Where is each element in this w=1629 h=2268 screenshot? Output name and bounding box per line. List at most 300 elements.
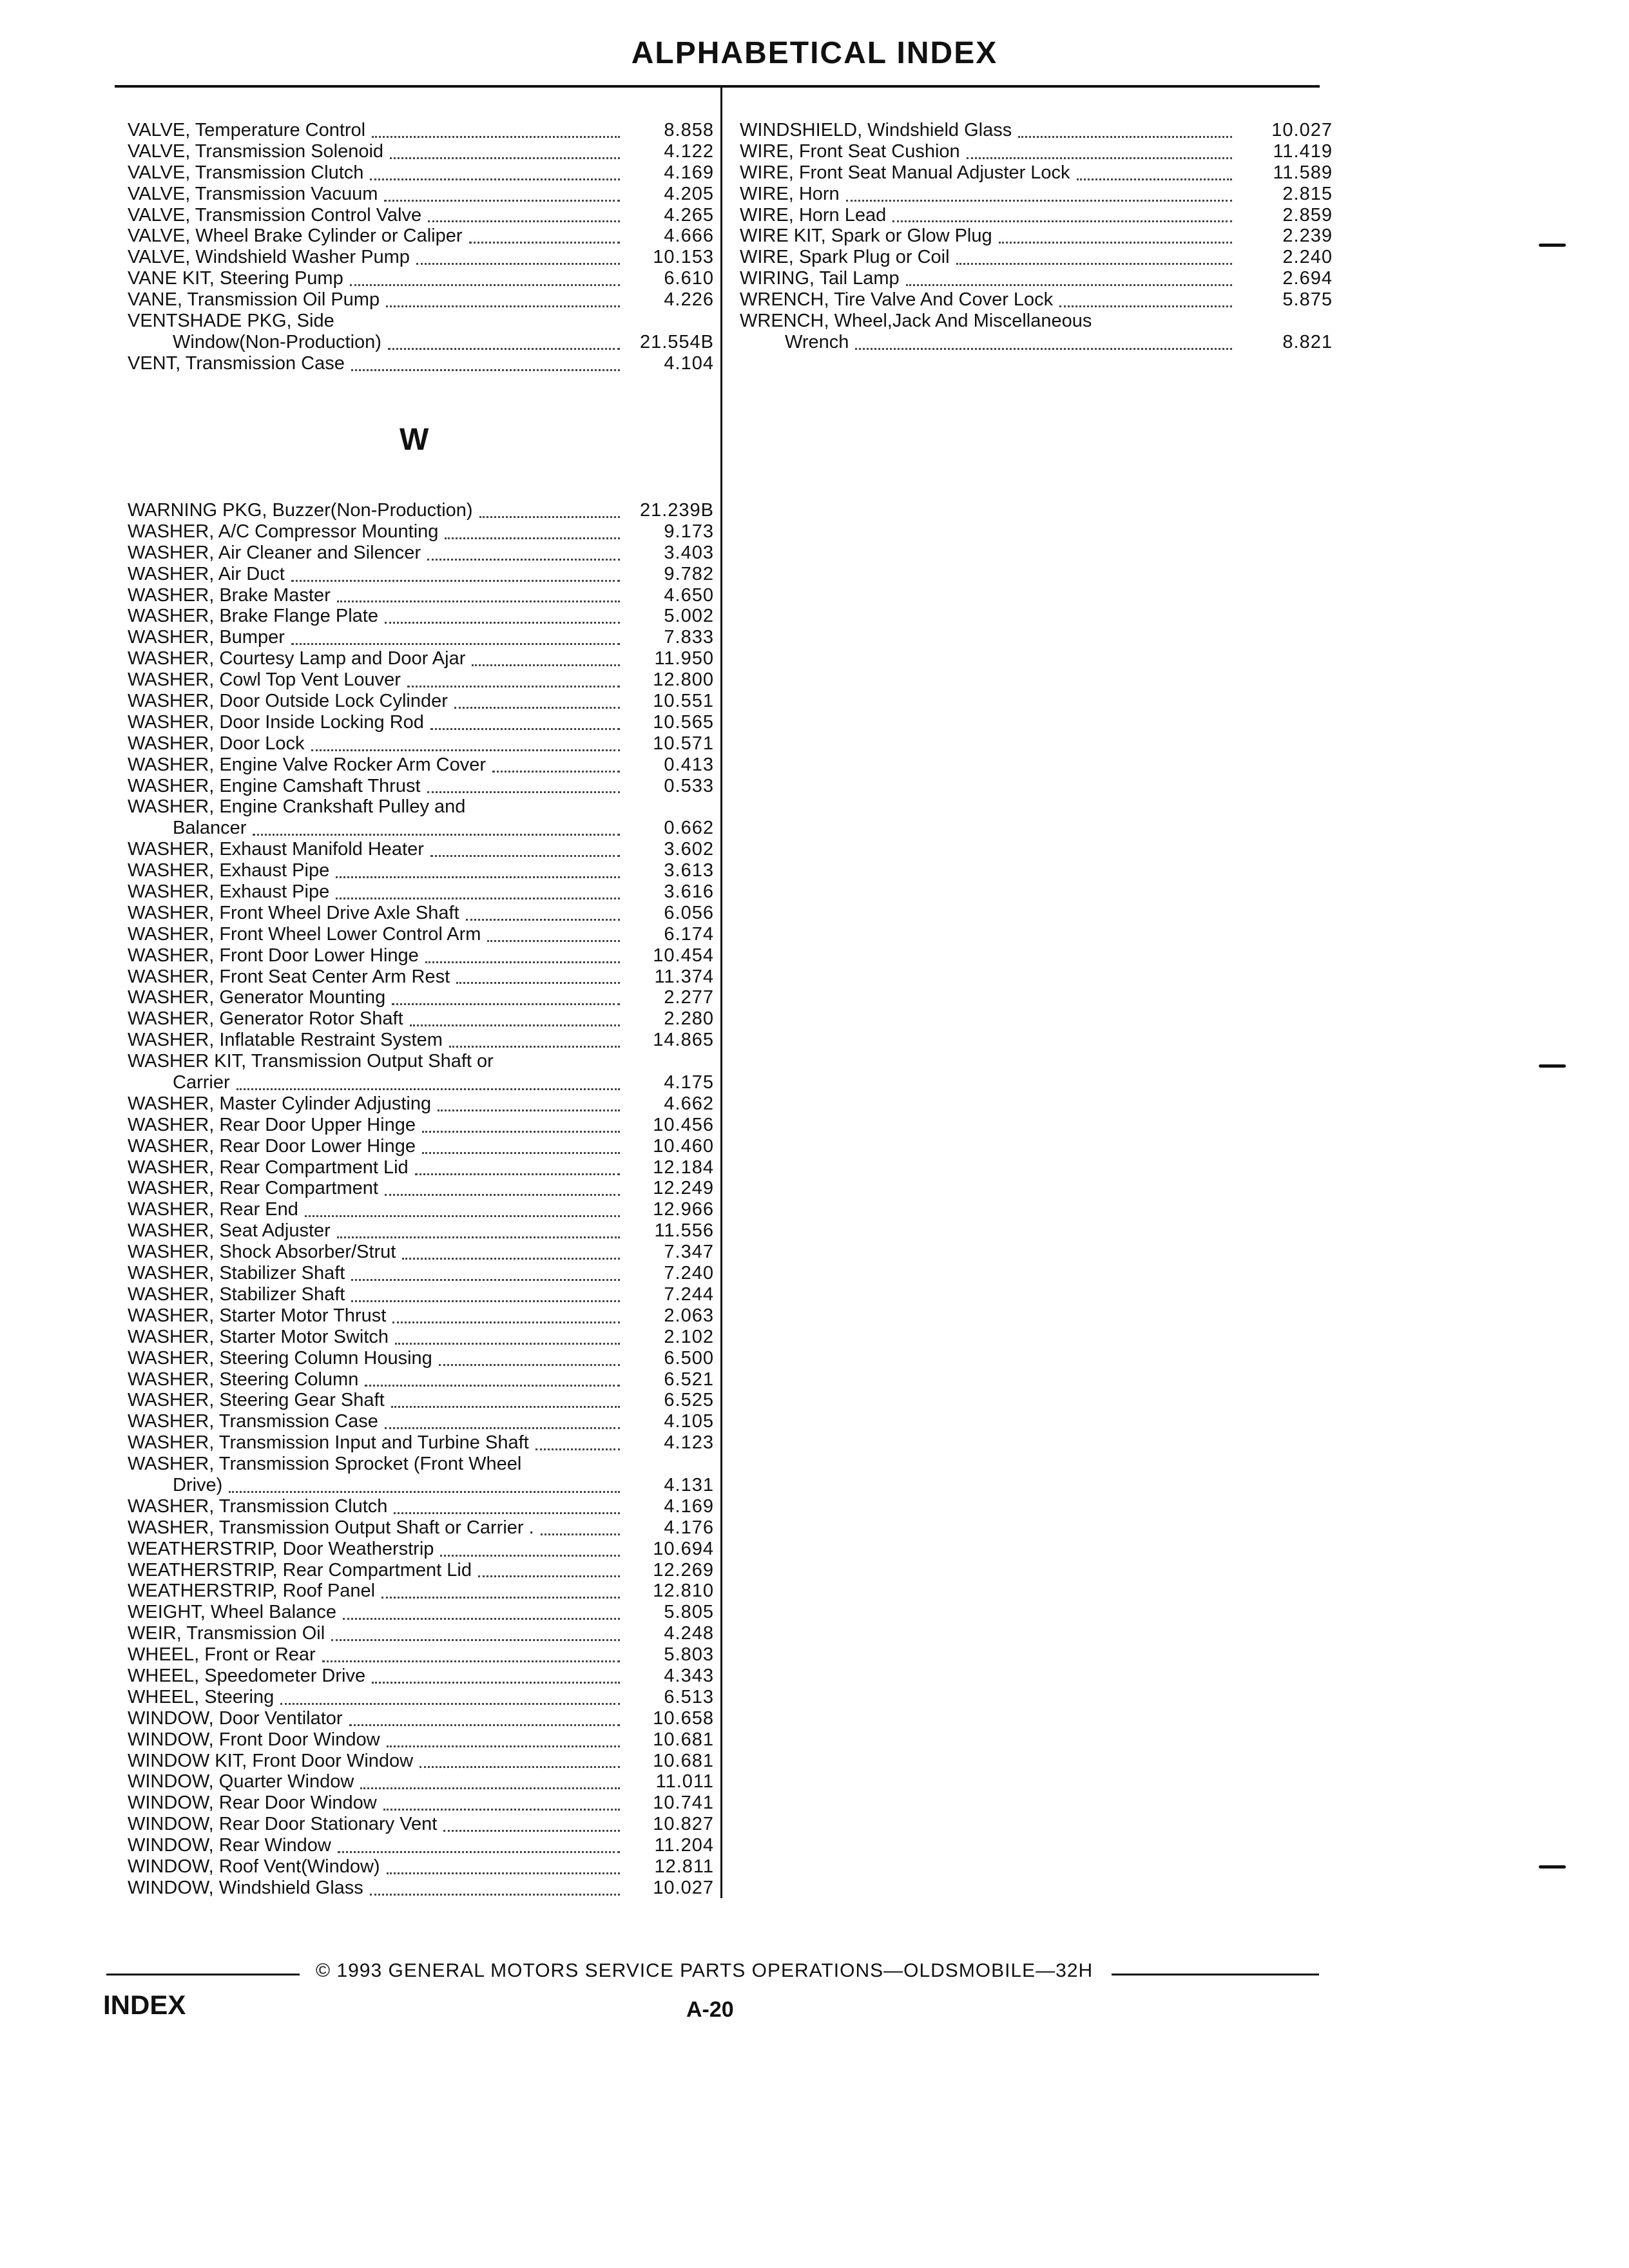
dot-leader [449,1039,620,1048]
index-entry-name: WASHER, Steering Gear Shaft [128,1390,385,1411]
index-entry-name: WASHER, Door Outside Lock Cylinder [128,691,448,711]
index-entry [128,289,714,311]
index-entry [128,1644,714,1666]
index-entry-name: Drive) [173,1474,223,1495]
index-entry [128,733,714,754]
index-entry-page: 4.123 [664,1432,714,1454]
index-entry [740,226,1333,247]
dot-leader [492,764,620,773]
index-entry-page: 6.610 [664,268,714,289]
index-entry-name: WEIR, Transmission Oil [128,1623,325,1644]
index-entry-page: 4.343 [664,1665,714,1686]
index-entry [740,289,1333,311]
index-entry [128,1666,714,1687]
index-entry-name: WASHER, Engine Camshaft Thrust [128,775,421,796]
index-entry-page: 2.240 [1282,247,1333,268]
index-entry-page: 10.741 [653,1792,714,1814]
index-entry-name: WINDOW, Front Door Window [128,1729,380,1750]
index-entry-name: WASHER, Cowl Top Vent Louver [128,669,401,691]
index-entry-page: 11.374 [654,966,714,987]
index-entry-page: 4.662 [664,1093,714,1114]
index-entry [740,120,1333,141]
dot-leader [967,151,1232,159]
index-entry-name: WASHER, Courtesy Lamp and Door Ajar [128,648,466,669]
dot-leader [351,363,620,371]
index-entry-name: WASHER, Air Cleaner and Silencer [128,542,421,563]
index-entry-name: VALVE, Wheel Brake Cylinder or Caliper [128,226,463,247]
index-entry-name: WASHER, Exhaust Manifold Heater [128,839,424,860]
index-entry [128,268,714,289]
dot-leader [350,278,620,286]
index-entry-name: WASHER, Transmission Input and Turbine Shaft [128,1432,529,1454]
page-title: ALPHABETICAL INDEX [631,36,998,70]
index-entry [128,966,714,988]
dot-leader [386,299,620,307]
margin-mark [1539,1865,1566,1869]
index-entry [128,184,714,205]
dot-leader [410,1018,620,1026]
index-entry [128,1199,714,1220]
index-entry [128,776,714,797]
index-entry-name: WASHER, Exhaust Pipe [128,881,330,903]
index-entry-page: 7.347 [664,1242,714,1263]
dot-leader [390,151,620,159]
index-entry [128,1030,714,1051]
index-entry-name: WINDOW, Quarter Window [128,1771,354,1792]
dot-leader [427,785,621,793]
dot-leader [466,912,620,921]
index-entry-name: WASHER, Bumper [128,627,285,648]
dot-leader [336,891,620,899]
index-entry [128,648,714,669]
index-entry-name: WASHER, Steering Column [128,1369,359,1390]
index-entry-page: 10.456 [653,1114,714,1135]
index-entry-page: 10.153 [653,247,714,268]
index-entry-page: 2.694 [1282,268,1333,289]
index-entry-page: 6.056 [664,902,714,923]
dot-leader [422,1124,620,1133]
footer-rule-left [106,1974,300,1975]
index-entry-name: WARNING PKG, Buzzer(Non-Production) [128,499,473,521]
index-entry-page: 6.521 [664,1369,714,1390]
index-entry [128,1708,714,1729]
index-entry-page: 5.002 [664,606,714,627]
index-entry-name: WIRE, Horn Lead [740,204,887,226]
index-entry-page: 12.810 [653,1581,714,1602]
index-entry-page: 10.551 [653,691,714,711]
index-entry [128,521,714,543]
index-entry-page: 5.803 [664,1644,714,1666]
dot-leader [385,1187,620,1196]
index-entry-name: Balancer [173,818,247,839]
index-entry [128,1856,714,1878]
index-entry [128,1157,714,1178]
dot-leader [427,552,620,561]
index-entry-page: 3.602 [664,839,714,860]
index-entry-name: WASHER, Rear Compartment Lid [128,1157,409,1178]
index-entry [128,860,714,881]
index-entry-name: WASHER, Rear Door Upper Hinge [128,1114,416,1135]
footer-section-label: INDEX [103,1990,186,2020]
index-entry-page: 10.571 [653,733,714,754]
dot-leader [385,1421,620,1429]
index-entry-name: WHEEL, Front or Rear [128,1644,316,1666]
index-entry-page: 12.966 [653,1199,714,1220]
index-entry-name: WIRING, Tail Lamp [740,268,900,289]
index-entry-page: 3.403 [664,542,714,563]
index-entry-name: WASHER, Door Inside Locking Rod [128,711,424,733]
dot-leader [1059,299,1232,307]
index-entry-page: 10.565 [653,711,714,733]
index-entry-name: VALVE, Temperature Control [128,119,366,140]
dot-leader [906,278,1232,286]
index-entry [128,247,714,268]
dot-leader [351,1273,620,1281]
index-entry [740,162,1333,184]
index-entry-page: 10.694 [653,1538,714,1559]
index-entry-name: WASHER, Stabilizer Shaft [128,1283,345,1305]
dot-leader [454,700,620,709]
index-entry [128,1729,714,1751]
index-entry-page: 2.280 [664,1008,714,1030]
dot-leader [479,510,620,518]
index-entry-name: WINDSHIELD, Windshield Glass [740,119,1012,140]
dot-leader [372,1675,620,1684]
index-entry-page: 14.865 [653,1030,714,1051]
index-entry [128,564,714,585]
dot-leader [388,341,620,350]
index-entry [128,1432,714,1454]
section-letter-w: W [400,423,429,457]
index-entry [128,1878,714,1899]
footer-rule-right [1112,1974,1319,1975]
dot-leader [440,1548,620,1557]
index-entry-name: WRENCH, Wheel,Jack And Miscellaneous [740,311,1092,331]
dot-leader [535,1442,620,1450]
margin-mark [1539,1064,1566,1068]
index-entry-name: WINDOW KIT, Front Door Window [128,1750,414,1771]
index-entry [128,141,714,162]
index-entry-page: 2.239 [1282,226,1333,247]
index-entry-name: WASHER, Engine Crankshaft Pulley and [128,796,466,818]
dot-leader [407,679,620,687]
index-entry-page: 2.815 [1282,183,1333,204]
index-entry [128,1581,714,1602]
dot-leader [311,743,621,751]
dot-leader [280,1696,620,1705]
index-entry-name: WASHER, Starter Motor Switch [128,1326,389,1347]
index-entry-page: 0.662 [664,818,714,839]
index-entry-name: WASHER, Seat Adjuster [128,1220,331,1242]
dot-leader [855,341,1232,350]
index-entry-page: 4.265 [664,204,714,226]
dot-leader [999,235,1232,244]
dot-leader [392,1315,620,1323]
dot-leader [438,1103,620,1111]
dot-leader [322,1654,620,1662]
index-entry-page: 2.277 [664,987,714,1008]
index-entry-name: WASHER, Brake Flange Plate [128,606,378,627]
index-entry-page: 10.454 [653,945,714,966]
index-entry-name: WASHER, Front Wheel Lower Control Arm [128,923,481,945]
index-entry-name: WASHER, Transmission Clutch [128,1495,388,1517]
dot-leader [415,1167,620,1175]
index-entry-name: VANE KIT, Steering Pump [128,268,343,289]
index-entry-name: WASHER, Rear Compartment [128,1178,378,1199]
index-entry-page: 9.173 [664,521,714,542]
index-entry-page: 2.102 [664,1326,714,1347]
dot-leader [416,256,620,265]
index-entry [128,1792,714,1814]
index-entry-name: WASHER, Inflatable Restraint System [128,1030,443,1051]
index-entry-page: 6.525 [664,1390,714,1411]
index-entry-name: WASHER, Rear End [128,1199,298,1220]
index-entry [128,500,714,521]
dot-leader [422,1146,620,1154]
index-entry [128,1623,714,1644]
dot-leader [478,1569,620,1577]
index-entry-page: 6.500 [664,1347,714,1369]
index-entry [128,1835,714,1856]
index-entry [128,332,714,353]
index-entry-page: 6.513 [664,1686,714,1707]
index-entry [128,839,714,860]
left-column-v-entries [128,120,714,374]
dot-leader [394,1506,620,1514]
dot-leader [472,658,620,666]
index-entry [128,1751,714,1772]
index-entry-page: 4.226 [664,289,714,311]
index-entry-name: WEATHERSTRIP, Door Weatherstrip [128,1538,434,1559]
index-entry-name: Wrench [785,331,849,352]
index-entry-page: 3.613 [664,860,714,881]
index-entry [128,1348,714,1369]
left-column-w-entries [128,500,714,1899]
index-entry [740,247,1333,268]
index-entry-name: WHEEL, Steering [128,1686,275,1707]
index-entry-page: 10.827 [653,1814,714,1835]
index-entry-name: WASHER, Door Lock [128,733,305,754]
index-entry-page: 10.027 [1271,119,1333,140]
index-entry-page: 11.589 [1273,162,1333,183]
index-entry-name: WEIGHT, Wheel Balance [128,1602,336,1623]
index-entry-page: 4.131 [664,1474,714,1495]
index-entry-page: 12.184 [653,1157,714,1178]
index-entry-name: VALVE, Windshield Washer Pump [128,247,410,268]
dot-leader [456,975,620,984]
index-entry-page: 21.554B [639,331,714,352]
dot-leader [430,722,620,730]
index-entry [128,924,714,945]
index-entry [128,585,714,606]
index-entry-page: 4.205 [664,183,714,204]
index-entry [128,1093,714,1115]
dot-leader [391,1399,620,1408]
index-entry-page: 4.650 [664,584,714,606]
index-entry [128,1136,714,1157]
index-entry-page: 3.616 [664,881,714,903]
dot-leader [402,1251,620,1260]
index-entry-name: WASHER, Front Wheel Drive Axle Shaft [128,902,459,923]
index-entry-name: WASHER, Transmission Sprocket (Front Wheel [128,1454,522,1475]
index-entry-name: WASHER, Transmission Output Shaft or Carrier . [128,1517,534,1538]
index-entry-name: WINDOW, Rear Window [128,1835,331,1856]
index-entry-name: VENTSHADE PKG, Side [128,311,334,331]
index-entry-name: WHEEL, Speedometer Drive [128,1665,366,1686]
index-entry-name: WASHER, Rear Door Lower Hinge [128,1135,416,1157]
index-entry-page: 11.419 [1273,140,1333,162]
index-entry-page: 4.169 [664,162,714,183]
dot-leader [343,1611,620,1620]
dot-leader [338,1845,620,1853]
index-entry [128,1220,714,1242]
index-entry-page: 7.833 [664,627,714,648]
index-entry [128,226,714,247]
index-entry-page: 7.240 [664,1263,714,1284]
index-entry-page: 11.011 [655,1771,714,1792]
index-entry-page: 5.805 [664,1602,714,1623]
index-entry-name: WINDOW, Windshield Glass [128,1877,363,1898]
index-entry-page: 11.204 [654,1835,714,1856]
index-entry [128,1008,714,1030]
index-entry-name: Carrier [173,1072,230,1093]
footer-page-number: A-20 [686,1997,734,2022]
dot-leader [253,827,620,836]
dot-leader [395,1336,620,1345]
index-entry-page: 21.239B [639,499,714,521]
index-entry-page: 12.249 [653,1178,714,1199]
index-entry-page: 9.782 [664,563,714,584]
index-entry-name: WASHER, Master Cylinder Adjusting [128,1093,432,1114]
index-entry [128,606,714,627]
index-entry [128,818,714,839]
index-entry-page: 0.413 [664,754,714,775]
right-column-entries [740,120,1333,353]
index-entry-name: WASHER, A/C Compressor Mounting [128,521,439,542]
index-entry-name: WINDOW, Door Ventilator [128,1707,343,1729]
index-entry [128,1284,714,1305]
index-entry [128,1369,714,1390]
index-entry-page: 5.875 [1282,289,1333,311]
index-entry-name: WIRE, Spark Plug or Coil [740,247,950,268]
dot-leader [445,531,620,539]
index-entry-page: 4.175 [664,1072,714,1093]
dot-leader [383,1802,620,1811]
index-entry-name: WASHER, Stabilizer Shaft [128,1263,345,1284]
index-entry-page: 12.269 [653,1559,714,1581]
dot-leader [892,214,1232,222]
index-entry-page: 4.176 [664,1517,714,1538]
index-entry [128,311,714,332]
index-entry-page: 2.063 [664,1305,714,1326]
index-entry [128,881,714,903]
index-entry [128,1496,714,1517]
index-entry-page: 10.681 [653,1750,714,1771]
dot-leader [428,214,620,222]
index-entry-page: 11.950 [654,648,714,669]
index-entry [128,162,714,184]
index-entry [128,120,714,141]
index-entry [740,332,1333,353]
index-entry [128,1771,714,1792]
index-entry-page: 10.658 [653,1707,714,1729]
index-entry-page: 6.174 [664,923,714,945]
dot-leader [305,1209,620,1217]
dot-leader [430,849,620,857]
dot-leader [384,193,620,202]
index-entry [128,1178,714,1200]
dot-leader [487,934,620,942]
index-entry [128,1454,714,1475]
index-entry-name: WIRE, Horn [740,183,840,204]
index-entry-name: WASHER, Transmission Case [128,1411,378,1432]
index-entry [128,1327,714,1348]
dot-leader [331,1633,620,1641]
dot-leader [360,1781,620,1789]
index-entry [128,945,714,966]
index-entry [128,353,714,374]
dot-leader [439,1358,620,1366]
index-entry-page: 0.533 [664,775,714,796]
index-entry-page: 11.556 [654,1220,714,1242]
index-entry [128,1263,714,1284]
dot-leader [469,235,620,244]
index-entry [128,1242,714,1263]
index-entry [128,1539,714,1560]
index-entry-page: 12.811 [654,1856,714,1877]
index-entry-page: 4.105 [664,1411,714,1432]
index-entry [740,141,1333,162]
index-entry [128,1475,714,1496]
dot-leader [236,1082,620,1090]
index-entry [128,1687,714,1708]
index-entry-name: WASHER, Engine Valve Rocker Arm Cover [128,754,487,775]
index-entry-name: WINDOW, Rear Door Window [128,1792,377,1814]
dot-leader [372,130,620,138]
index-entry [128,543,714,564]
index-entry-page: 8.858 [664,119,714,140]
dot-leader [370,1887,620,1896]
dot-leader [337,1230,620,1238]
index-entry-name: WIRE KIT, Spark or Glow Plug [740,226,992,247]
dot-leader [387,1866,620,1874]
dot-leader [1018,130,1232,138]
index-entry [128,1072,714,1093]
dot-leader [349,1718,620,1726]
index-entry-name: WASHER, Front Seat Center Arm Rest [128,966,450,987]
index-entry-name: WIRE, Front Seat Cushion [740,140,960,162]
index-entry-name: VALVE, Transmission Vacuum [128,183,378,204]
index-entry-page: 4.104 [664,352,714,374]
index-entry-name: WASHER KIT, Transmission Output Shaft or [128,1051,494,1072]
index-entry-name: WRENCH, Tire Valve And Cover Lock [740,289,1054,311]
index-entry-name: WASHER, Shock Absorber/Strut [128,1242,396,1263]
index-entry [128,1517,714,1539]
index-entry-name: VANE, Transmission Oil Pump [128,289,380,311]
dot-leader [541,1527,620,1535]
index-entry-page: 4.169 [664,1495,714,1517]
dot-leader [370,172,620,180]
dot-leader [846,193,1232,202]
index-entry [740,311,1333,332]
dot-leader [419,1760,620,1768]
title-rule [115,85,1320,88]
index-entry [128,1602,714,1623]
index-entry-page: 4.122 [664,140,714,162]
dot-leader [351,1294,620,1302]
dot-leader [443,1823,620,1832]
index-entry-page: 4.666 [664,226,714,247]
